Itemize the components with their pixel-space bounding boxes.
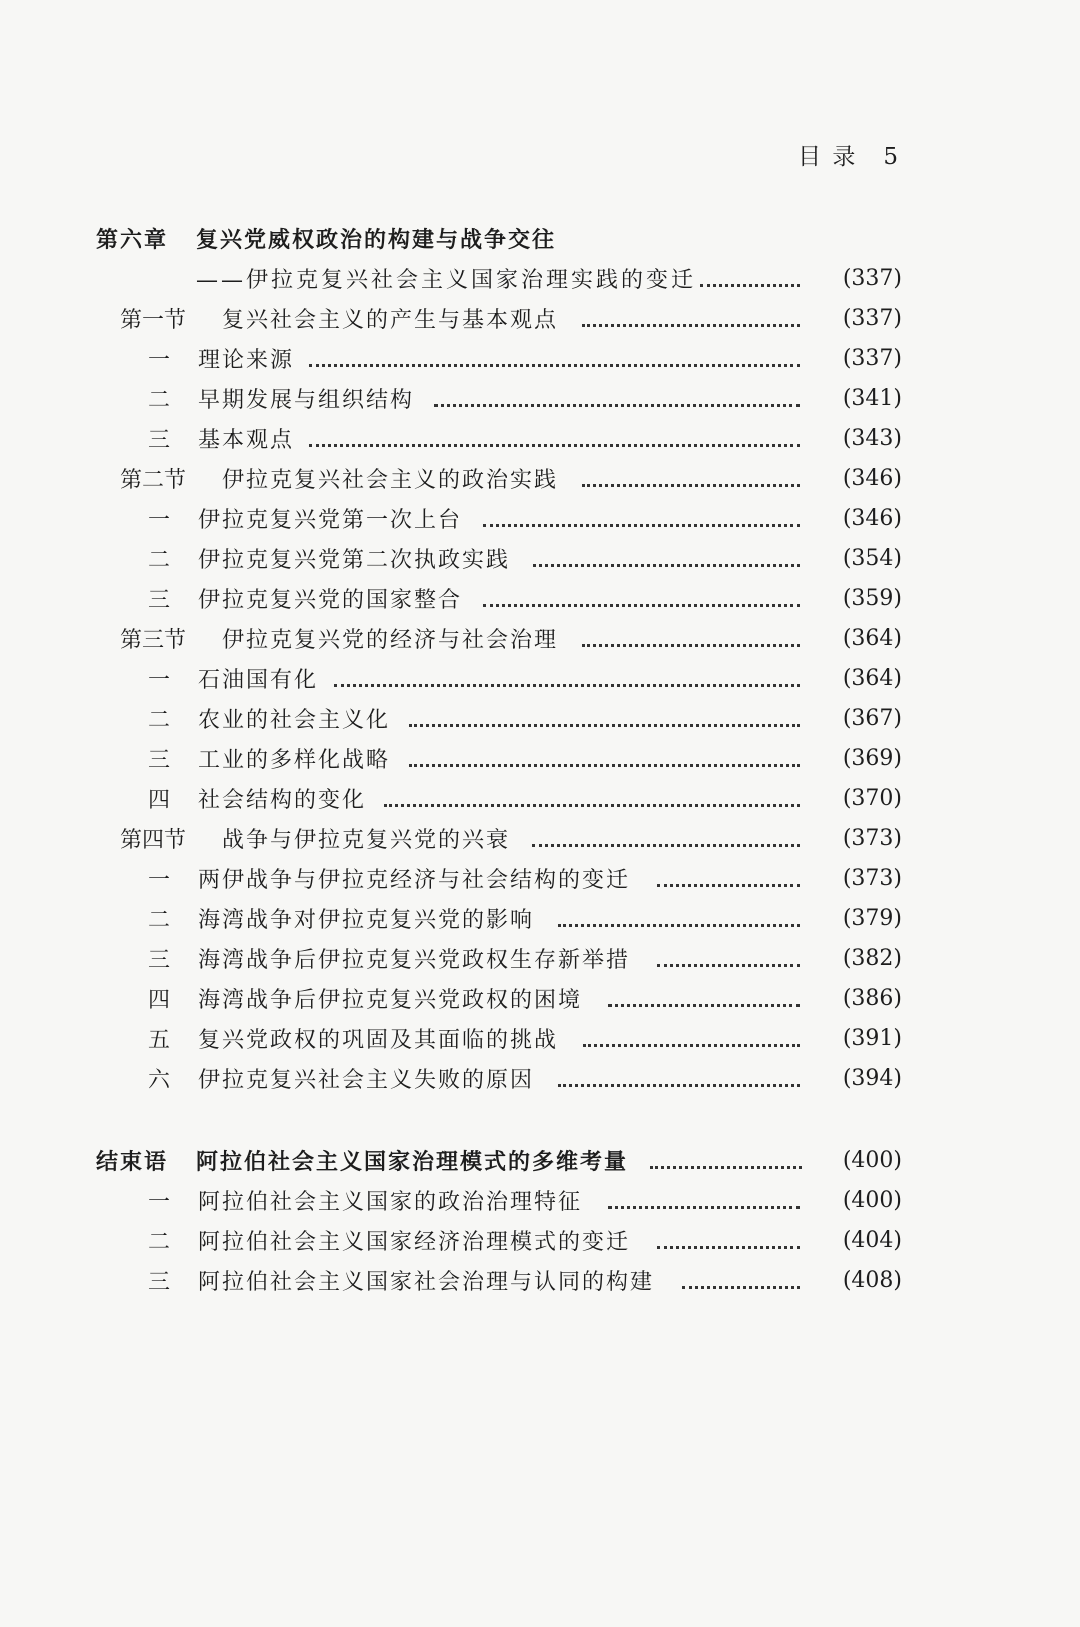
toc-item-row — [0, 898, 1080, 938]
item-title: 石油国有化 — [198, 667, 319, 693]
toc-item-row — [0, 538, 1080, 578]
leader-dots — [582, 640, 800, 647]
item-title: 海湾战争对伊拉克复兴党的影响 — [198, 907, 535, 933]
item-number: 三 — [148, 1269, 171, 1295]
page-number: (346) — [842, 505, 902, 531]
page-number: (337) — [842, 305, 902, 331]
item-number: 一 — [148, 347, 171, 373]
item-number: 四 — [148, 787, 171, 813]
item-title: 海湾战争后伊拉克复兴党政权生存新举措 — [198, 947, 631, 973]
leader-dots — [582, 480, 800, 487]
toc-section-row — [0, 618, 1080, 658]
leader-dots — [682, 1282, 800, 1289]
section-number: 第三节 — [120, 627, 187, 653]
leader-dots — [657, 1242, 800, 1249]
leader-dots — [533, 560, 800, 567]
toc-item-row — [0, 1058, 1080, 1098]
page-number: (364) — [842, 665, 902, 691]
item-title: 阿拉伯社会主义国家社会治理与认同的构建 — [198, 1269, 655, 1295]
item-title: 农业的社会主义化 — [198, 707, 391, 733]
item-title: 基本观点 — [198, 427, 295, 453]
leader-dots — [657, 880, 800, 887]
chapter-heading — [0, 218, 1080, 258]
item-number: 一 — [148, 1189, 171, 1215]
conclusion-heading — [0, 1140, 1080, 1180]
item-title: 理论来源 — [198, 347, 295, 373]
leader-dots — [384, 800, 800, 807]
item-title: 两伊战争与伊拉克经济与社会结构的变迁 — [198, 867, 631, 893]
toc-item-row — [0, 738, 1080, 778]
toc-item-row — [0, 578, 1080, 618]
item-number: 六 — [148, 1067, 171, 1093]
page-number: (369) — [842, 745, 902, 771]
leader-dots — [583, 1040, 800, 1047]
item-title: 海湾战争后伊拉克复兴党政权的困境 — [198, 987, 583, 1013]
leader-dots — [409, 720, 800, 727]
page-number: (379) — [842, 905, 902, 931]
section-number: 第四节 — [120, 827, 187, 853]
page-number: (337) — [842, 265, 902, 291]
page-number: (354) — [842, 545, 902, 571]
page-number: (400) — [842, 1187, 902, 1213]
item-title: 伊拉克复兴社会主义失败的原因 — [198, 1067, 535, 1093]
item-number: 五 — [148, 1027, 171, 1053]
leader-dots — [309, 360, 800, 367]
item-number: 一 — [148, 867, 171, 893]
conclusion-label: 结束语 — [96, 1148, 169, 1175]
item-title: 阿拉伯社会主义国家的政治治理特征 — [198, 1189, 583, 1215]
toc-item-row — [0, 658, 1080, 698]
section-number: 第二节 — [120, 467, 187, 493]
item-number: 二 — [148, 1229, 171, 1255]
item-number: 二 — [148, 387, 171, 413]
item-number: 三 — [148, 427, 171, 453]
page-number: (408) — [842, 1267, 902, 1293]
leader-dots — [558, 1080, 800, 1087]
item-title: 早期发展与组织结构 — [198, 387, 415, 413]
item-title: 伊拉克复兴党第二次执政实践 — [198, 547, 511, 573]
toc-item-row — [0, 1018, 1080, 1058]
page-number: (394) — [842, 1065, 902, 1091]
leader-dots — [434, 400, 800, 407]
toc-section-row — [0, 818, 1080, 858]
item-number: 一 — [148, 507, 171, 533]
item-title: 社会结构的变化 — [198, 787, 367, 813]
leader-dots — [309, 440, 800, 447]
page-header — [798, 138, 900, 171]
toc-item-row — [0, 338, 1080, 378]
section-title: 伊拉克复兴党的经济与社会治理 — [222, 627, 559, 653]
item-number: 二 — [148, 707, 171, 733]
page-number: (373) — [842, 865, 902, 891]
chapter-title: 复兴党威权政治的构建与战争交往 — [196, 226, 557, 253]
item-number: 四 — [148, 987, 171, 1013]
page-number: (343) — [842, 425, 902, 451]
item-number: 二 — [148, 547, 171, 573]
leader-dots — [657, 960, 800, 967]
page-number: (341) — [842, 385, 902, 411]
leader-dots — [558, 920, 800, 927]
toc-item-row — [0, 418, 1080, 458]
page-number: (346) — [842, 465, 902, 491]
chapter-subtitle: ——伊拉克复兴社会主义国家治理实践的变迁 — [196, 267, 697, 293]
leader-dots — [650, 1162, 802, 1169]
page-number: (386) — [842, 985, 902, 1011]
toc-section-row — [0, 458, 1080, 498]
toc-item-row — [0, 858, 1080, 898]
section-number: 第一节 — [120, 307, 187, 333]
page-number: (391) — [842, 1025, 902, 1051]
toc-section-row — [0, 298, 1080, 338]
item-title: 工业的多样化战略 — [198, 747, 391, 773]
item-number: 一 — [148, 667, 171, 693]
item-number: 三 — [148, 747, 171, 773]
section-title: 伊拉克复兴社会主义的政治实践 — [222, 467, 559, 493]
toc-item-row — [0, 938, 1080, 978]
item-title: 阿拉伯社会主义国家经济治理模式的变迁 — [198, 1229, 631, 1255]
header-page-number: 5 — [883, 144, 900, 170]
toc-item-row — [0, 378, 1080, 418]
leader-dots — [532, 840, 800, 847]
section-title: 复兴社会主义的产生与基本观点 — [222, 307, 559, 333]
chapter-label: 第六章 — [96, 226, 169, 253]
leader-dots — [483, 600, 800, 607]
item-title: 伊拉克复兴党第一次上台 — [198, 507, 463, 533]
toc-item-row — [0, 1260, 1080, 1300]
toc-item-row — [0, 1220, 1080, 1260]
leader-dots — [409, 760, 800, 767]
leader-dots — [608, 1000, 800, 1007]
page-number: (404) — [842, 1227, 902, 1253]
item-title: 伊拉克复兴党的国家整合 — [198, 587, 463, 613]
header-label: 目 录 — [798, 144, 858, 170]
leader-dots — [483, 520, 800, 527]
item-number: 三 — [148, 947, 171, 973]
toc-item-row — [0, 978, 1080, 1018]
page-number: (359) — [842, 585, 902, 611]
item-number: 三 — [148, 587, 171, 613]
page-number: (364) — [842, 625, 902, 651]
toc-item-row — [0, 698, 1080, 738]
page-number: (370) — [842, 785, 902, 811]
leader-dots — [608, 1202, 800, 1209]
page-number: (382) — [842, 945, 902, 971]
toc-item-row — [0, 498, 1080, 538]
leader-dots — [582, 320, 800, 327]
page-number: (337) — [842, 345, 902, 371]
page-number: (373) — [842, 825, 902, 851]
leader-dots — [700, 280, 800, 287]
toc-item-row — [0, 1180, 1080, 1220]
conclusion-title: 阿拉伯社会主义国家治理模式的多维考量 — [196, 1148, 629, 1175]
toc-item-row — [0, 778, 1080, 818]
page-number: (367) — [842, 705, 902, 731]
item-title: 复兴党政权的巩固及其面临的挑战 — [198, 1027, 559, 1053]
leader-dots — [334, 680, 800, 687]
page-number: (400) — [842, 1147, 902, 1173]
section-title: 战争与伊拉克复兴党的兴衰 — [222, 827, 511, 853]
item-number: 二 — [148, 907, 171, 933]
chapter-subtitle-row — [0, 258, 1080, 298]
